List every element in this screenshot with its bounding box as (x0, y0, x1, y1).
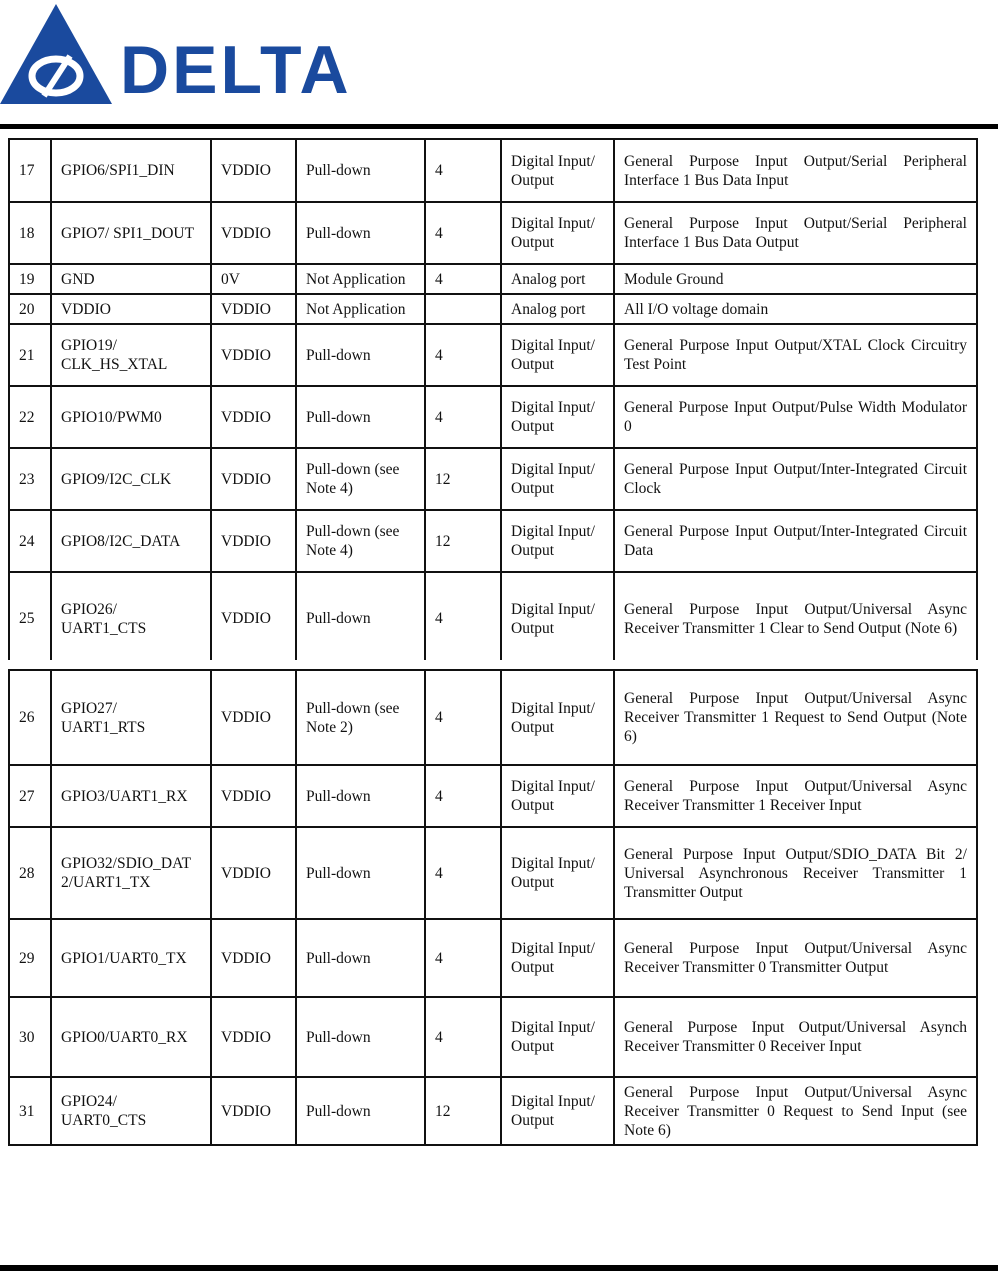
description-cell: General Purpose Input Output/Inter-Integrated Circuit Data (614, 510, 977, 572)
type-cell: Digital Input/ Output (501, 827, 614, 919)
pull-cell: Pull-down (296, 997, 425, 1077)
drive-strength-cell: 4 (425, 202, 501, 264)
description-cell: General Purpose Input Output/XTAL Clock Circuitry Test Point (614, 324, 977, 386)
pull-cell: Pull-down (see Note 4) (296, 448, 425, 510)
pin-cell: 30 (9, 997, 51, 1077)
pin-cell: 28 (9, 827, 51, 919)
drive-strength-cell: 4 (425, 670, 501, 765)
pin-cell: 18 (9, 202, 51, 264)
drive-strength-cell: 4 (425, 324, 501, 386)
pin-cell: 22 (9, 386, 51, 448)
type-cell: Digital Input/ Output (501, 324, 614, 386)
description-cell: All I/O voltage domain (614, 294, 977, 324)
pin-table-part1 (8, 138, 978, 664)
pin-cell: 23 (9, 448, 51, 510)
drive-strength-cell: 4 (425, 572, 501, 664)
pull-cell: Pull-down (296, 919, 425, 997)
drive-strength-cell: 4 (425, 827, 501, 919)
table-row (9, 997, 977, 1077)
voltage-cell: VDDIO (211, 827, 296, 919)
pin-cell: 26 (9, 670, 51, 765)
pin-cell: 21 (9, 324, 51, 386)
pull-cell: Pull-down (296, 827, 425, 919)
table-row (9, 670, 977, 765)
drive-strength-cell: 12 (425, 448, 501, 510)
pull-cell: Not Application (296, 294, 425, 324)
description-cell: General Purpose Input Output/Pulse Width Modulator 0 (614, 386, 977, 448)
table-row (9, 202, 977, 264)
voltage-cell: VDDIO (211, 510, 296, 572)
table-row (9, 1077, 977, 1145)
pin-cell: 31 (9, 1077, 51, 1145)
pull-cell: Pull-down (296, 765, 425, 827)
pin-cell: 25 (9, 572, 51, 664)
pin-cell: 29 (9, 919, 51, 997)
pull-cell: Pull-down (296, 324, 425, 386)
table-row (9, 139, 977, 202)
pull-cell: Pull-down (296, 572, 425, 664)
type-cell: Digital Input/ Output (501, 997, 614, 1077)
table-row (9, 324, 977, 386)
table-row (9, 919, 977, 997)
signal-name-cell: GPIO26/ UART1_CTS (51, 572, 211, 664)
signal-name-cell: GPIO1/UART0_TX (51, 919, 211, 997)
type-cell: Digital Input/ Output (501, 448, 614, 510)
table-row (9, 827, 977, 919)
pull-cell: Pull-down (see Note 2) (296, 670, 425, 765)
voltage-cell: 0V (211, 264, 296, 294)
drive-strength-cell: 4 (425, 264, 501, 294)
pull-cell: Pull-down (see Note 4) (296, 510, 425, 572)
drive-strength-cell: 4 (425, 386, 501, 448)
voltage-cell: VDDIO (211, 324, 296, 386)
header-rule (0, 124, 998, 129)
type-cell: Digital Input/ Output (501, 510, 614, 572)
pull-cell: Not Application (296, 264, 425, 294)
description-cell: General Purpose Input Output/Universal Async Receiver Transmitter 0 Request to Send Input (see Note 6) (614, 1077, 977, 1145)
signal-name-cell: GPIO32/SDIO_DAT 2/UART1_TX (51, 827, 211, 919)
drive-strength-cell: 12 (425, 1077, 501, 1145)
pull-cell: Pull-down (296, 386, 425, 448)
description-cell: General Purpose Input Output/Universal Async Receiver Transmitter 1 Clear to Send Output (Note 6) (614, 572, 977, 664)
description-cell: General Purpose Input Output/Universal Async Receiver Transmitter 1 Receiver Input (614, 765, 977, 827)
pull-cell: Pull-down (296, 139, 425, 202)
description-cell: General Purpose Input Output/Universal Async Receiver Transmitter 0 Transmitter Output (614, 919, 977, 997)
pin-table-part2 (8, 669, 978, 1146)
voltage-cell: VDDIO (211, 386, 296, 448)
pull-cell: Pull-down (296, 202, 425, 264)
voltage-cell: VDDIO (211, 448, 296, 510)
type-cell: Digital Input/ Output (501, 670, 614, 765)
type-cell: Digital Input/ Output (501, 139, 614, 202)
drive-strength-cell: 12 (425, 510, 501, 572)
description-cell: General Purpose Input Output/Universal Async Receiver Transmitter 1 Request to Send Output (Note 6) (614, 670, 977, 765)
table-row (9, 510, 977, 572)
signal-name-cell: GPIO3/UART1_RX (51, 765, 211, 827)
drive-strength-cell: 4 (425, 139, 501, 202)
type-cell: Digital Input/ Output (501, 572, 614, 664)
delta-logo (0, 0, 352, 112)
type-cell: Analog port (501, 294, 614, 324)
type-cell: Digital Input/ Output (501, 1077, 614, 1145)
signal-name-cell: GPIO10/PWM0 (51, 386, 211, 448)
table-row (9, 386, 977, 448)
table-row (9, 294, 977, 324)
type-cell: Digital Input/ Output (501, 919, 614, 997)
signal-name-cell: GPIO9/I2C_CLK (51, 448, 211, 510)
voltage-cell: VDDIO (211, 572, 296, 664)
page-break-gap (0, 660, 998, 668)
drive-strength-cell: 4 (425, 919, 501, 997)
voltage-cell: VDDIO (211, 294, 296, 324)
type-cell: Analog port (501, 264, 614, 294)
pin-cell: 27 (9, 765, 51, 827)
table-row (9, 448, 977, 510)
description-cell: General Purpose Input Output/Inter-Integrated Circuit Clock (614, 448, 977, 510)
pull-cell: Pull-down (296, 1077, 425, 1145)
description-cell: General Purpose Input Output/Universal Asynch Receiver Transmitter 0 Receiver Input (614, 997, 977, 1077)
voltage-cell: VDDIO (211, 919, 296, 997)
signal-name-cell: GPIO8/I2C_DATA (51, 510, 211, 572)
table-row (9, 264, 977, 294)
description-cell: General Purpose Input Output/Serial Peripheral Interface 1 Bus Data Input (614, 139, 977, 202)
pin-cell: 24 (9, 510, 51, 572)
pin-cell: 17 (9, 139, 51, 202)
drive-strength-cell: 4 (425, 765, 501, 827)
table-row (9, 572, 977, 664)
drive-strength-cell: 4 (425, 997, 501, 1077)
signal-name-cell: GPIO19/ CLK_HS_XTAL (51, 324, 211, 386)
signal-name-cell: GPIO6/SPI1_DIN (51, 139, 211, 202)
type-cell: Digital Input/ Output (501, 765, 614, 827)
voltage-cell: VDDIO (211, 765, 296, 827)
footer-rule (0, 1265, 998, 1271)
signal-name-cell: VDDIO (51, 294, 211, 324)
signal-name-cell: GPIO27/ UART1_RTS (51, 670, 211, 765)
type-cell: Digital Input/ Output (501, 386, 614, 448)
signal-name-cell: GPIO0/UART0_RX (51, 997, 211, 1077)
pin-cell: 19 (9, 264, 51, 294)
voltage-cell: VDDIO (211, 202, 296, 264)
type-cell: Digital Input/ Output (501, 202, 614, 264)
drive-strength-cell (425, 294, 501, 324)
signal-name-cell: GND (51, 264, 211, 294)
table-row (9, 765, 977, 827)
description-cell: General Purpose Input Output/Serial Peripheral Interface 1 Bus Data Output (614, 202, 977, 264)
signal-name-cell: GPIO24/ UART0_CTS (51, 1077, 211, 1145)
signal-name-cell: GPIO7/ SPI1_DOUT (51, 202, 211, 264)
logo-text: DELTA (120, 32, 352, 108)
voltage-cell: VDDIO (211, 670, 296, 765)
voltage-cell: VDDIO (211, 1077, 296, 1145)
description-cell: Module Ground (614, 264, 977, 294)
description-cell: General Purpose Input Output/SDIO_DATA Bit 2/ Universal Asynchronous Receiver Transmitter 1 Transmitter Output (614, 827, 977, 919)
pin-cell: 20 (9, 294, 51, 324)
voltage-cell: VDDIO (211, 997, 296, 1077)
voltage-cell: VDDIO (211, 139, 296, 202)
